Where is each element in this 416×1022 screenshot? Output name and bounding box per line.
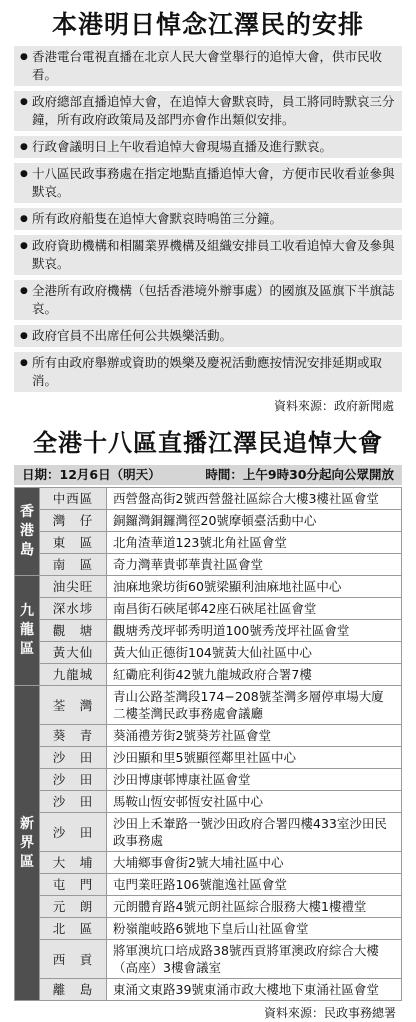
district-cell: 沙 田 <box>40 769 107 791</box>
region-label <box>15 576 40 686</box>
arrangement-text: 十八區民政事務處在指定地點直播追悼大會，方便市民收看並參與默哀。 <box>32 166 395 199</box>
table-row <box>15 686 402 725</box>
venue-cell: 東涌文東路39號東涌市政大樓地下東涌社區會堂 <box>107 979 402 1001</box>
district-cell: 屯 門 <box>40 874 107 896</box>
district-cell: 九龍城 <box>40 664 107 686</box>
venue-cell: 葵涌禮芳街2號葵芳社區會堂 <box>107 725 402 747</box>
table-row <box>15 554 402 576</box>
arrangement-text: 政府官員不出席任何公共娛樂活動。 <box>32 328 233 343</box>
arrangement-text: 政府資助機構和相關業界機構及組織安排員工收看追悼大會及參與默哀。 <box>32 238 395 271</box>
district-cell: 深水埗 <box>40 598 107 620</box>
district-cell: 南 區 <box>40 554 107 576</box>
arrangements-title: 本港明日悼念江澤民的安排 <box>51 10 364 39</box>
arrangement-item <box>14 352 402 392</box>
venue-cell: 南昌街石硤尾邨42座石硤尾社區會堂 <box>107 598 402 620</box>
district-cell: 沙 田 <box>40 791 107 813</box>
table-row <box>15 664 402 686</box>
district-cell: 油尖旺 <box>40 576 107 598</box>
venue-cell: 紅磡庇利街42號九龍城政府合署7樓 <box>107 664 402 686</box>
table-row <box>15 725 402 747</box>
venue-source: 資料來源：民政事務總署 <box>263 1006 396 1020</box>
venue-cell: 元朗體育路4號元朗社區綜合服務大樓1樓禮堂 <box>107 896 402 918</box>
bullet-icon: ● <box>20 286 28 296</box>
bullet-icon: ● <box>20 142 28 152</box>
district-cell: 中西區 <box>40 488 107 510</box>
region-name: 新界區 <box>20 815 34 870</box>
venue-cell: 觀塘秀茂坪邨秀明道100號秀茂坪社區會堂 <box>107 620 402 642</box>
table-row <box>15 769 402 791</box>
arrangement-item <box>14 46 402 86</box>
table-row <box>15 874 402 896</box>
venue-cell: 沙田上禾輋路一號沙田政府合署四樓433室沙田民政事務處 <box>107 813 402 852</box>
district-cell: 東 區 <box>40 532 107 554</box>
venue-cell: 西營盤高街2號西營盤社區綜合大樓3樓社區會堂 <box>107 488 402 510</box>
arrangement-text: 香港電台電視直播在北京人民大會堂舉行的追悼大會，供市民收看。 <box>32 49 383 82</box>
table-row <box>15 791 402 813</box>
region-label <box>15 686 40 1001</box>
bullet-icon: ● <box>20 241 28 251</box>
bullet-icon: ● <box>20 358 28 368</box>
arrangements-list <box>14 46 402 392</box>
page <box>0 6 416 1020</box>
table-row <box>15 620 402 642</box>
district-cell: 大 埔 <box>40 852 107 874</box>
district-cell: 西 貢 <box>40 940 107 979</box>
event-time: 時間：上午9時30分起向公眾開放 <box>205 467 394 482</box>
district-cell: 離 島 <box>40 979 107 1001</box>
date-time-bar <box>14 465 402 485</box>
arrangement-item <box>14 280 402 320</box>
district-cell: 黃大仙 <box>40 642 107 664</box>
arrangement-item <box>14 136 402 158</box>
bullet-icon: ● <box>20 169 28 179</box>
district-cell: 北 區 <box>40 918 107 940</box>
arrangement-item <box>14 91 402 131</box>
venue-cell: 沙田博康邨博康社區會堂 <box>107 769 402 791</box>
arrangement-text: 所有由政府舉辦或資助的娛樂及慶祝活動應按情況安排延期或取消。 <box>32 355 383 388</box>
region-name: 香港島 <box>20 504 34 558</box>
bullet-icon: ● <box>20 97 28 107</box>
venue-cell: 馬鞍山恆安邨恆安社區中心 <box>107 791 402 813</box>
bullet-icon: ● <box>20 52 28 62</box>
venue-cell: 將軍澳坑口培成路38號西貢將軍澳政府綜合大樓（高座）3樓會議室 <box>107 940 402 979</box>
venue-cell: 屯門業旺路106號龍逸社區會堂 <box>107 874 402 896</box>
event-date: 日期：12月6日（明天） <box>22 467 161 482</box>
arrangement-item <box>14 208 402 230</box>
bullet-icon: ● <box>20 214 28 224</box>
arrangement-text: 所有政府船隻在追悼大會默哀時鳴笛三分鐘。 <box>32 211 283 226</box>
table-row <box>15 813 402 852</box>
table-row <box>15 979 402 1001</box>
table-row <box>15 896 402 918</box>
district-cell: 觀 塘 <box>40 620 107 642</box>
district-cell: 葵 青 <box>40 725 107 747</box>
region-label <box>15 488 40 576</box>
arrangement-text: 全港所有政府機構（包括香港境外辦事處）的國旗及區旗下半旗誌哀。 <box>32 283 395 316</box>
venue-cell: 黃大仙正德街104號黃大仙社區中心 <box>107 642 402 664</box>
arrangement-item <box>14 163 402 203</box>
venue-cell: 奇力灣華貴邨華貴社區會堂 <box>107 554 402 576</box>
district-cell: 沙 田 <box>40 747 107 769</box>
bullet-icon: ● <box>20 331 28 341</box>
arrangement-item <box>14 325 402 347</box>
venue-cell: 粉嶺龍岐路6號地下皇后山社區會堂 <box>107 918 402 940</box>
venue-cell: 大埔鄉事會街2號大埔社區中心 <box>107 852 402 874</box>
table-row <box>15 598 402 620</box>
table-row <box>15 852 402 874</box>
table-row <box>15 940 402 979</box>
venue-cell: 北角渣華道123號北角社區會堂 <box>107 532 402 554</box>
table-row <box>15 642 402 664</box>
venue-cell: 青山公路荃灣段174−208號荃灣多層停車場大廈二樓荃灣民政事務處會議廳 <box>107 686 402 725</box>
district-cell: 元 朗 <box>40 896 107 918</box>
venue-cell: 沙田顯和里5號顯徑鄰里社區中心 <box>107 747 402 769</box>
arrangement-text: 行政會議明日上午收看追悼大會現場直播及進行默哀。 <box>32 139 333 154</box>
venue-table <box>14 487 402 1001</box>
arrangement-item <box>14 235 402 275</box>
table-row <box>15 488 402 510</box>
arrangement-text: 政府總部直播追悼大會，在追悼大會默哀時，員工將同時默哀三分鐘，所有政府政策局及部門亦會作出類似安排。 <box>32 94 395 127</box>
table-row <box>15 747 402 769</box>
district-cell: 沙 田 <box>40 813 107 852</box>
venue-cell: 油麻地衆坊街60號梁顯利油麻地社區中心 <box>107 576 402 598</box>
table-row <box>15 576 402 598</box>
venue-cell: 銅鑼灣銅鑼灣徑20號摩頓臺活動中心 <box>107 510 402 532</box>
live-broadcast-title: 全港十八區直播江澤民追悼大會 <box>33 429 383 457</box>
table-row <box>15 532 402 554</box>
region-name: 九龍區 <box>20 603 34 657</box>
district-cell: 灣 仔 <box>40 510 107 532</box>
table-row <box>15 510 402 532</box>
table-row <box>15 918 402 940</box>
arrangements-source: 資料來源：政府新聞處 <box>273 399 394 413</box>
district-cell: 荃 灣 <box>40 686 107 725</box>
